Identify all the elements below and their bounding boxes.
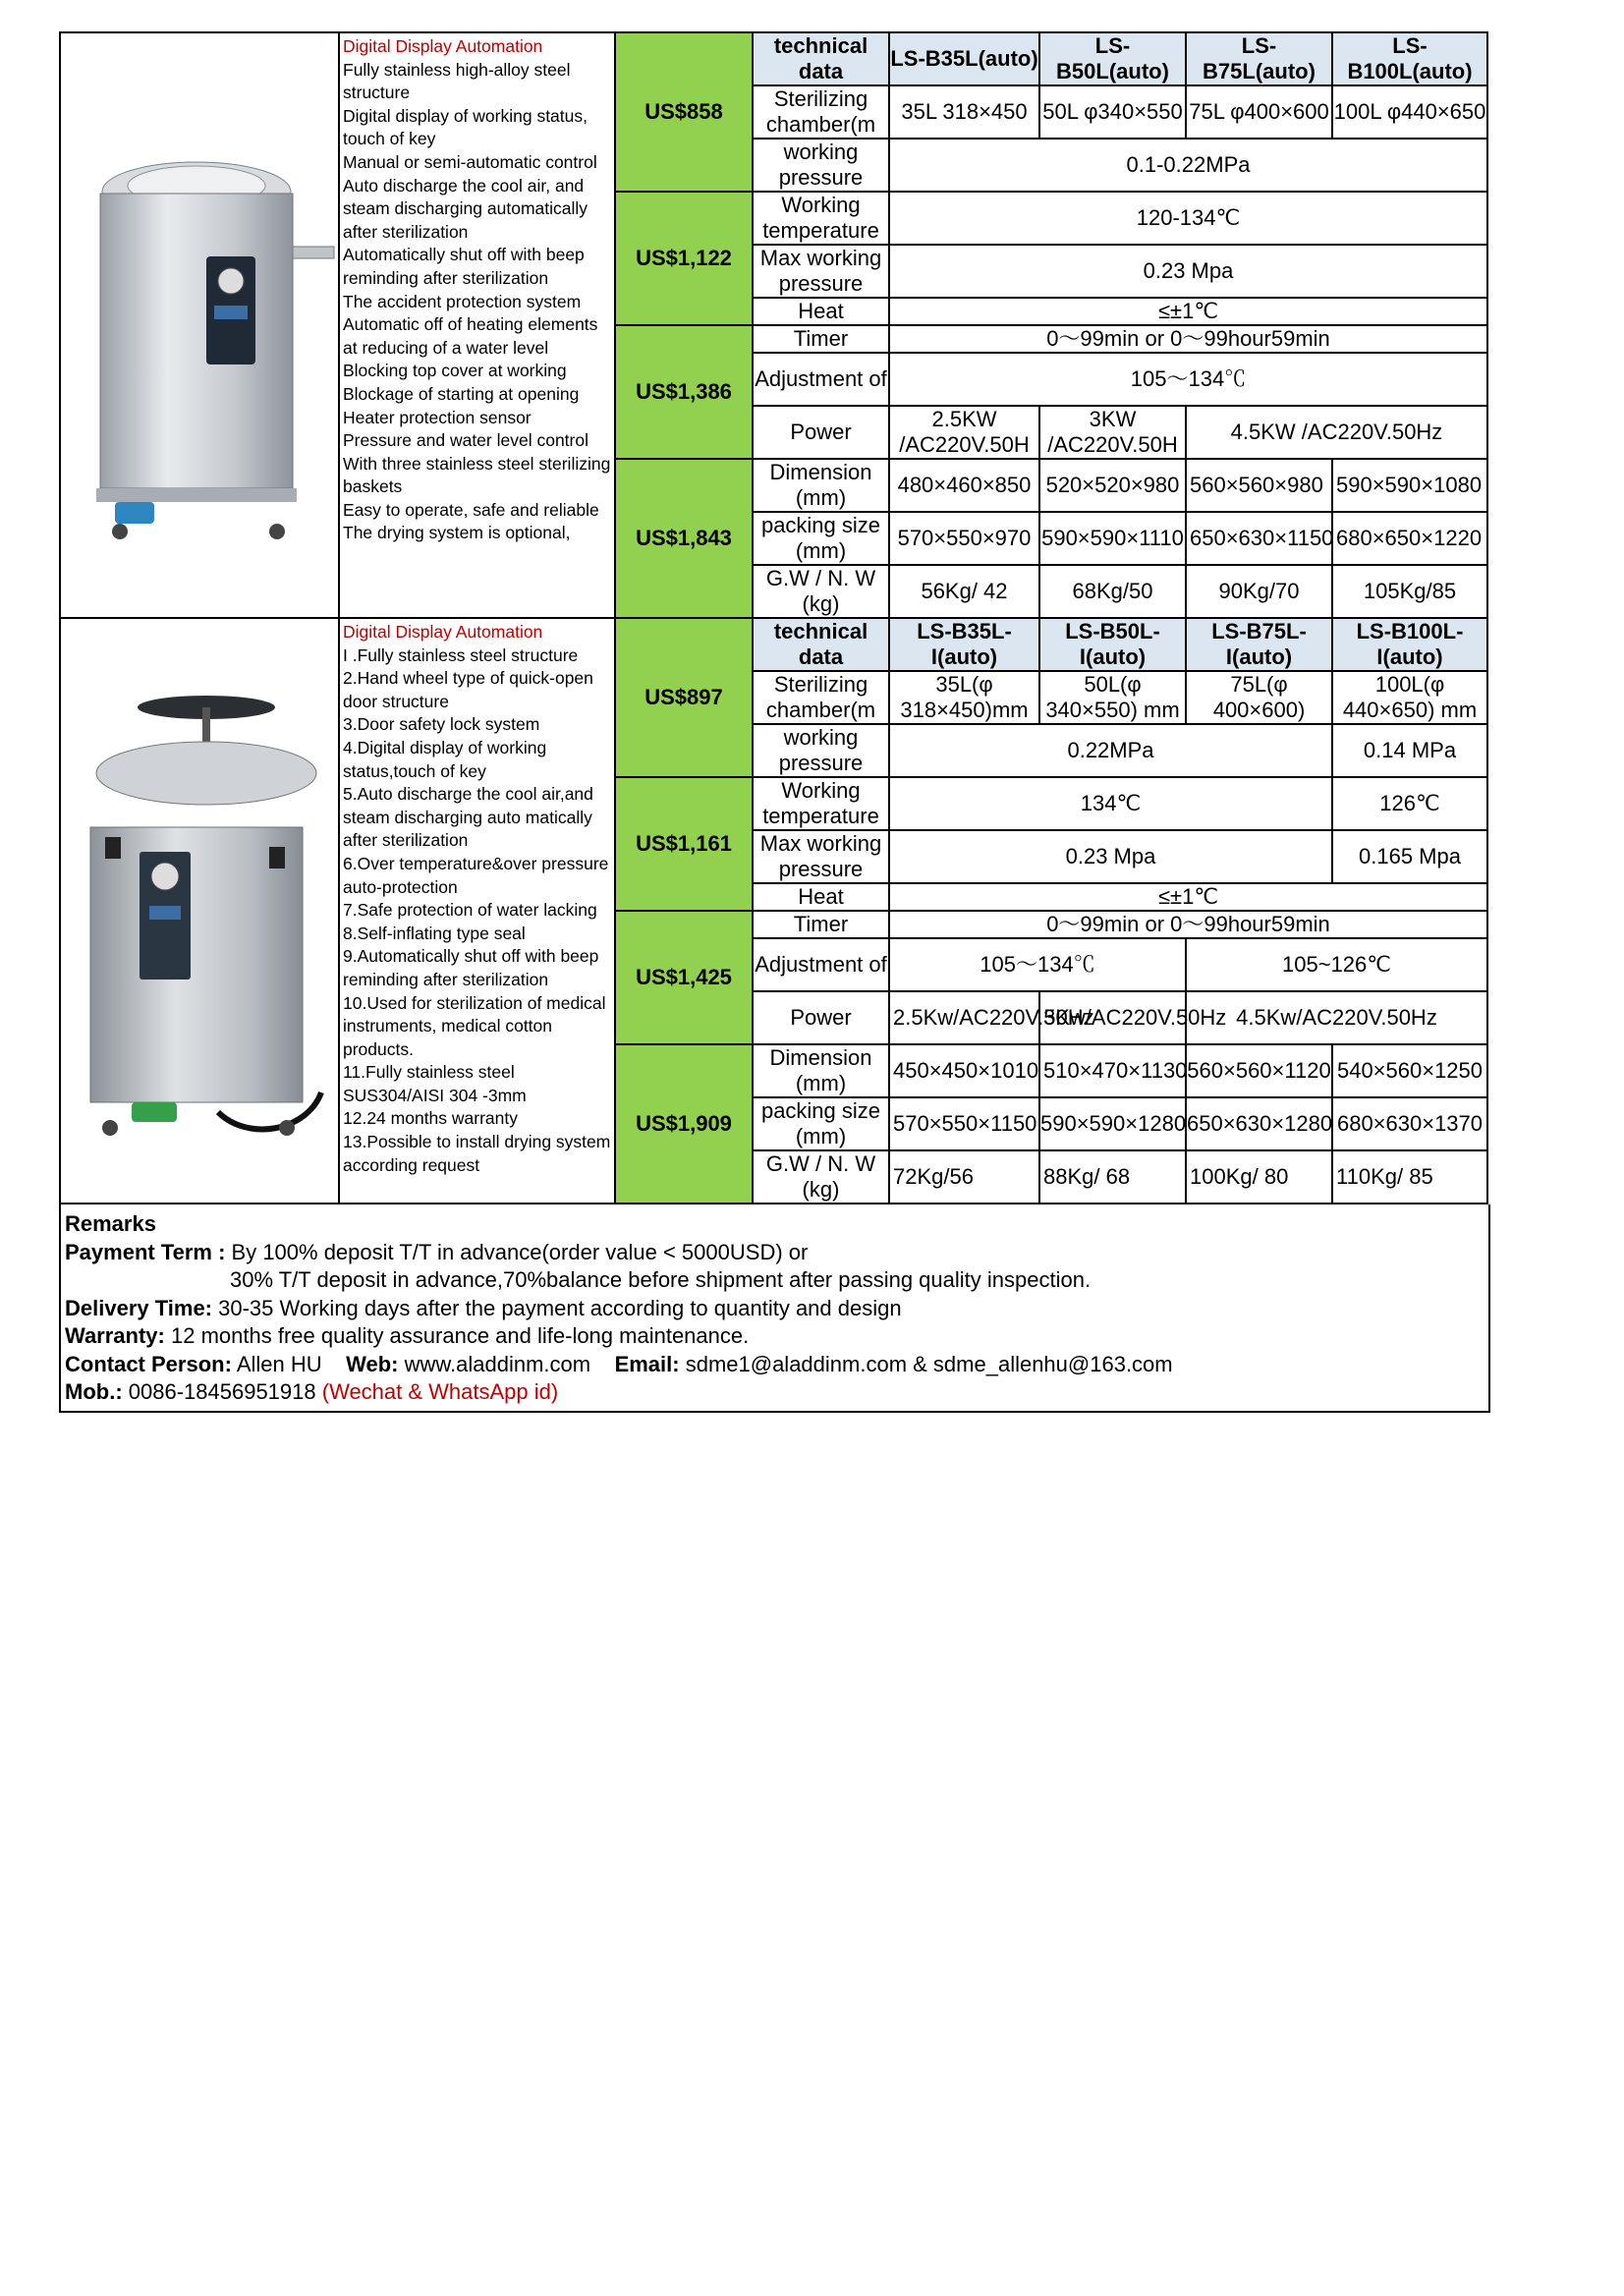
row-label: Adjustment of <box>753 938 889 991</box>
header-cell: technical data <box>753 32 889 85</box>
spec-cell: 134℃ <box>889 777 1332 830</box>
spec-cell: 105~126℃ <box>1186 938 1487 991</box>
feature-item: Automatically shut off with beep reminding after sterilization <box>343 245 585 288</box>
autoclave-image-2 <box>60 618 339 1204</box>
feature-item: Blockage of starting at opening <box>343 383 580 404</box>
spec-cell: 2.5Kw/AC220V.50Hz <box>889 991 1039 1044</box>
row-label: Working temperature <box>753 777 889 830</box>
spec-cell: 90Kg/70 <box>1186 565 1332 618</box>
row-label: Max working pressure <box>753 245 889 298</box>
spec-cell: ≤±1℃ <box>889 883 1487 911</box>
row-label: working pressure <box>753 724 889 777</box>
mobile-number: 0086-18456951918 <box>122 1379 322 1404</box>
header-cell: LS-B75L-I(auto) <box>1186 618 1332 671</box>
product-table <box>59 31 1488 1204</box>
row-label: working pressure <box>753 139 889 192</box>
spec-cell: 100L(φ 440×650) mm <box>1332 671 1487 724</box>
feature-item: 7.Safe protection of water lacking <box>343 900 597 921</box>
spec-cell: 56Kg/ 42 <box>889 565 1039 618</box>
feature-item: 12.24 months warranty <box>343 1108 519 1129</box>
spec-cell: 120-134℃ <box>889 192 1487 245</box>
spec-cell: 50L φ340×550 <box>1039 85 1186 139</box>
header-cell: LS-B75L(auto) <box>1186 32 1332 85</box>
header-cell: LS-B100L-I(auto) <box>1332 618 1487 671</box>
spec-cell: 0.14 MPa <box>1332 724 1487 777</box>
spec-cell: 0.1-0.22MPa <box>889 139 1487 192</box>
row-label: Dimension (mm) <box>753 459 889 512</box>
warranty-label: Warranty: <box>65 1323 165 1348</box>
feature-item: 9.Automatically shut off with beep reminding after sterilization <box>343 946 599 989</box>
spec-cell: 50L(φ 340×550) mm <box>1039 671 1186 724</box>
spec-cell: 100L φ440×650 <box>1332 85 1487 139</box>
spec-cell: 68Kg/50 <box>1039 565 1186 618</box>
feature-item: Heater protection sensor <box>343 407 532 427</box>
contact-person: Allen HU <box>231 1351 322 1376</box>
spec-cell: 680×630×1370 <box>1332 1097 1487 1150</box>
row-label: G.W / N. W (kg) <box>753 1150 889 1204</box>
row-label: Dimension (mm) <box>753 1044 889 1097</box>
row-label: Timer <box>753 325 889 353</box>
spec-cell: 75L φ400×600 <box>1186 85 1332 139</box>
spec-cell: 4.5Kw/AC220V.50Hz <box>1186 991 1487 1044</box>
spec-cell: 2.5KW /AC220V.50H <box>889 406 1039 459</box>
spec-cell: 72Kg/56 <box>889 1150 1039 1204</box>
payment-term-1: By 100% deposit T/T in advance(order value < 5000USD) or <box>225 1239 809 1264</box>
spec-cell: 650×630×1280 <box>1186 1097 1332 1150</box>
price-cell: US$1,386 <box>615 325 753 459</box>
feature-item: 5.Auto discharge the cool air,and steam discharging auto matically after sterilization <box>343 784 593 851</box>
feature-item: 11.Fully stainless steel SUS304/AISI 304 -3mm <box>343 1062 527 1105</box>
feature-item: 2.Hand wheel type of quick-open door structure <box>343 668 593 711</box>
delivery-label: Delivery Time: <box>65 1295 213 1320</box>
feature-item: Auto discharge the cool air, and steam discharging automatically after sterilization <box>343 175 588 242</box>
spec-cell: 105Kg/85 <box>1332 565 1487 618</box>
spec-cell: 680×650×1220 <box>1332 512 1487 565</box>
feature-item: 3.Door safety lock system <box>343 714 540 735</box>
feature-item: Pressure and water level control <box>343 430 588 451</box>
spec-cell: 590×590×1280 <box>1039 1097 1186 1150</box>
features-list-1 <box>339 32 615 618</box>
email-label: Email: <box>614 1351 680 1376</box>
spec-cell: 590×590×1080 <box>1332 459 1487 512</box>
spec-cell: 540×560×1250 <box>1332 1044 1487 1097</box>
spec-cell: 110Kg/ 85 <box>1332 1150 1487 1204</box>
feature-item: 10.Used for sterilization of medical instruments, medical cotton products. <box>343 992 606 1059</box>
row-label: packing size (mm) <box>753 1097 889 1150</box>
spec-cell: 35L 318×450 <box>889 85 1039 139</box>
row-label: Max working pressure <box>753 830 889 883</box>
spec-cell: 0.23 Mpa <box>889 245 1487 298</box>
autoclave-illustration <box>61 109 336 541</box>
feature-item: 6.Over temperature&over pressure auto-protection <box>343 853 609 897</box>
spec-cell: 4.5KW /AC220V.50Hz <box>1186 406 1487 459</box>
spec-cell: 0.165 Mpa <box>1332 830 1487 883</box>
feature-item: Fully stainless high-alloy steel structure <box>343 59 571 103</box>
price-cell: US$1,843 <box>615 459 753 618</box>
price-cell: US$897 <box>615 618 753 777</box>
spec-cell: 100Kg/ 80 <box>1186 1150 1332 1204</box>
feature-item: The accident protection system <box>343 291 582 311</box>
autoclave-illustration <box>61 680 336 1142</box>
price-cell: US$1,122 <box>615 192 753 325</box>
spec-cell: 590×590×1110 <box>1039 512 1186 565</box>
row-label: Sterilizing chamber(m <box>753 671 889 724</box>
warranty-text: 12 months free quality assurance and life-long maintenance. <box>164 1323 750 1348</box>
row-label: Working temperature <box>753 192 889 245</box>
autoclave-image-1 <box>60 32 339 618</box>
row-label: Sterilizing chamber(m <box>753 85 889 139</box>
feature-item: 4.Digital display of working status,touch of key <box>343 737 547 781</box>
spec-cell: 105～134℃ <box>889 353 1487 406</box>
features-list-2 <box>339 618 615 1204</box>
delivery-time: 30-35 Working days after the payment according to quantity and design <box>212 1295 902 1320</box>
web-label: Web: <box>346 1351 399 1376</box>
feature-item: 8.Self-inflating type seal <box>343 923 526 943</box>
price-cell: US$1,425 <box>615 911 753 1044</box>
payment-term-2: 30% T/T deposit in advance,70%balance before shipment after passing quality inspection. <box>230 1267 1092 1292</box>
email-link[interactable]: sdme1@aladdinm.com & sdme_allenhu@163.com <box>679 1351 1173 1376</box>
row-label: Heat <box>753 298 889 325</box>
header-cell: technical data <box>753 618 889 671</box>
spec-cell: 560×560×1120 <box>1186 1044 1332 1097</box>
header-cell: LS-B50L-I(auto) <box>1039 618 1186 671</box>
features-title: Digital Display Automation <box>343 36 543 56</box>
row-label: Heat <box>753 883 889 911</box>
remarks-section <box>59 1204 1490 1413</box>
spec-cell: 0～99min or 0～99hour59min <box>889 325 1487 353</box>
feature-item: With three stainless steel sterilizing baskets <box>343 453 611 497</box>
feature-item: Digital display of working status, touch of key <box>343 105 588 149</box>
spec-cell: 560×560×980 <box>1186 459 1332 512</box>
row-label: Adjustment of <box>753 353 889 406</box>
feature-item: Automatic off of heating elements at reducing of a water level <box>343 314 598 358</box>
row-label: Power <box>753 406 889 459</box>
spec-cell: 88Kg/ 68 <box>1039 1150 1186 1204</box>
payment-label: Payment Term : <box>65 1239 226 1264</box>
header-cell: LS-B35L-I(auto) <box>889 618 1039 671</box>
spec-cell: 480×460×850 <box>889 459 1039 512</box>
spec-cell: 3Kw/AC220V.50Hz <box>1039 991 1186 1044</box>
spec-cell: 570×550×1150 <box>889 1097 1039 1150</box>
spec-cell: 450×450×1010 <box>889 1044 1039 1097</box>
header-cell: LS-B50L(auto) <box>1039 32 1186 85</box>
row-label: G.W / N. W (kg) <box>753 565 889 618</box>
spec-cell: 510×470×1130 <box>1039 1044 1186 1097</box>
feature-item: Easy to operate, safe and reliable <box>343 499 599 520</box>
mob-label: Mob.: <box>65 1379 123 1404</box>
spec-cell: 520×520×980 <box>1039 459 1186 512</box>
price-sheet <box>59 31 1486 1413</box>
spec-cell: 105～134℃ <box>889 938 1186 991</box>
mobile-note: (Wechat & WhatsApp id) <box>321 1379 559 1404</box>
header-cell: LS-B100L(auto) <box>1332 32 1487 85</box>
row-label: Power <box>753 991 889 1044</box>
spec-cell: 0～99min or 0～99hour59min <box>889 911 1487 938</box>
web-link[interactable]: www.aladdinm.com <box>398 1351 591 1376</box>
row-label: packing size (mm) <box>753 512 889 565</box>
feature-item: 13.Possible to install drying system according request <box>343 1132 611 1175</box>
spec-cell: 75L(φ 400×600) <box>1186 671 1332 724</box>
spec-cell: 35L(φ 318×450)mm <box>889 671 1039 724</box>
feature-item: The drying system is optional, <box>343 523 571 543</box>
price-cell: US$858 <box>615 32 753 192</box>
header-cell: LS-B35L(auto) <box>889 32 1039 85</box>
price-cell: US$1,909 <box>615 1044 753 1204</box>
feature-item: I .Fully stainless steel structure <box>343 644 579 665</box>
price-cell: US$1,161 <box>615 777 753 911</box>
spec-cell: ≤±1℃ <box>889 298 1487 325</box>
contact-label: Contact Person: <box>65 1351 232 1376</box>
features-title: Digital Display Automation <box>343 622 543 642</box>
spec-cell: 570×550×970 <box>889 512 1039 565</box>
spec-cell: 3KW /AC220V.50H <box>1039 406 1186 459</box>
row-label: Timer <box>753 911 889 938</box>
spec-cell: 0.23 Mpa <box>889 830 1332 883</box>
spec-cell: 0.22MPa <box>889 724 1332 777</box>
feature-item: Manual or semi-automatic control <box>343 151 597 172</box>
feature-item: Blocking top cover at working <box>343 361 567 381</box>
spec-cell: 650×630×1150 <box>1186 512 1332 565</box>
spec-cell: 126℃ <box>1332 777 1487 830</box>
remarks-title: Remarks <box>65 1211 156 1236</box>
